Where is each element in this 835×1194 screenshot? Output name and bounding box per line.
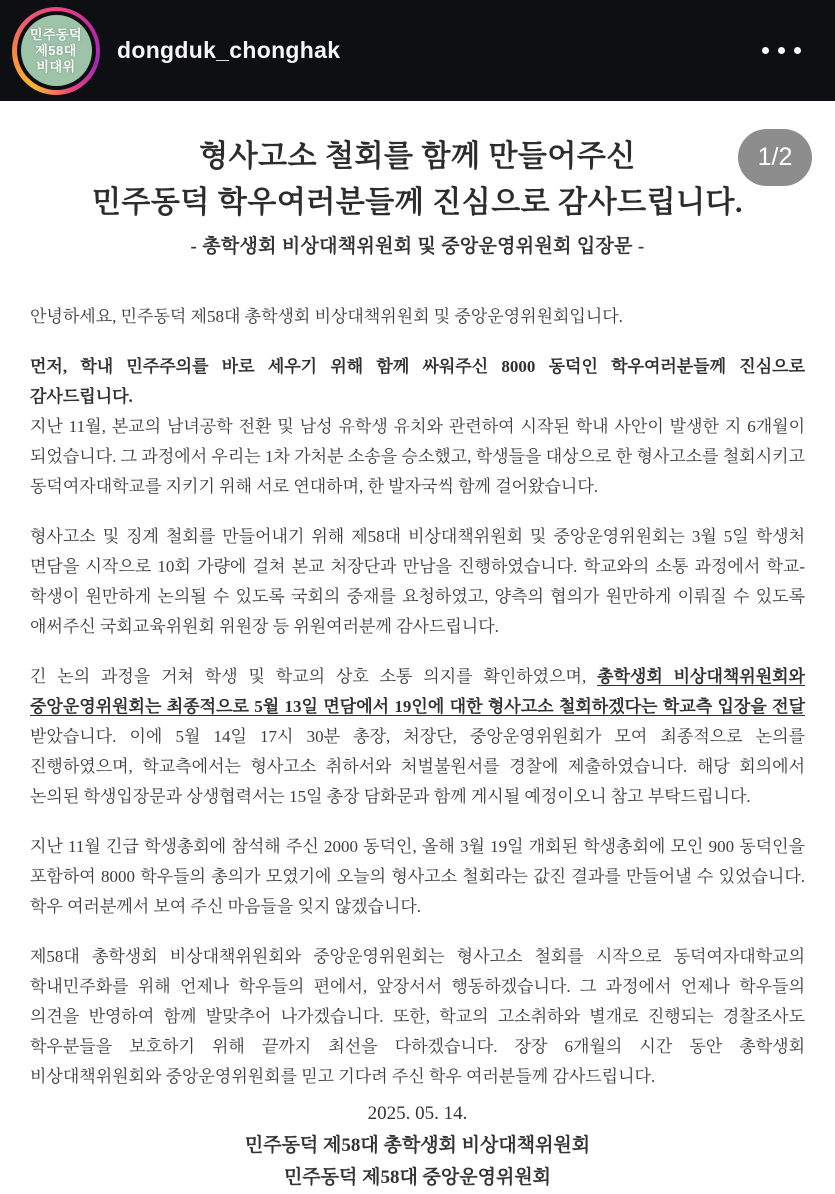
document-paragraph: 안녕하세요, 민주동덕 제58대 총학생회 비상대책위원회 및 중앙운영위원회입니다. <box>30 307 623 326</box>
document-subtitle: - 총학생회 비상대책위원회 및 중앙운영위원회 입장문 - <box>190 236 645 257</box>
avatar-text-line3: 비대위 <box>36 58 76 74</box>
document-title-line2: 민주동덕 학우여러분들께 진심으로 감사드립니다. <box>91 186 744 219</box>
document-title-line1: 형사고소 철회를 함께 만들어주신 <box>199 140 636 173</box>
avatar-text-line2: 제58대 <box>35 42 77 58</box>
document-date: 2025. 05. 14. <box>367 1103 468 1124</box>
more-options-icon[interactable] <box>762 41 801 60</box>
avatar-logo <box>21 15 92 86</box>
document-paragraph: 긴 논의 과정을 거쳐 학생 및 학교의 상호 소통 의지를 확인하였으며, 총학생회 비상대책위원회와 중앙운영위원회는 최종적으로 5월 13일 면담에서 19인에 대한 형사고소 철회하겠다는 학교측 입장을 전달 받았습니다. 이에 5월 14일 17시 30분 총장, 처장단, 중앙운영위원회가 모여 최종적으로 논의를 진행하였으며, 학교측에서는 형사고소 취하서와 처벌불원서를 경찰에 제출하였습니다. 해당 회의에서 논의된 학생입장문과 상생협력서는 15일 총장 담화문과 함께 게시될 예정이오니 참고 부탁드립니다. <box>30 667 805 806</box>
post-image-document[interactable] <box>0 101 835 1194</box>
document-signature-line2: 민주동덕 제58대 중앙운영위원회 <box>283 1167 552 1188</box>
document-paragraph: 형사고소 및 징계 철회를 만들어내기 위해 제58대 비상대책위원회 및 중앙운영위원회는 3월 5일 학생처 면담을 시작으로 10회 가량에 걸쳐 본교 처장단과 만남을 진행하였습니다. 학교와의 소통 과정에서 학교-학생이 원만하게 논의될 수 있도록 국회의 중재를 요청하였고, 양측의 협의가 원만하게 이뤄질 수 있도록 애써주신 국회교육위원회 위원장 등 위원여러분께 감사드립니다. <box>30 527 805 636</box>
document-footer <box>0 1098 835 1194</box>
document-paragraph: 지난 11월 긴급 학생총회에 참석해 주신 2000 동덕인, 올해 3월 19일 개회된 학생총회에 모인 900 동덕인을 포함하여 8000 학우들의 총의가 모였기에 오늘의 형사고소 철회라는 값진 결과를 만들어낼 수 있었습니다. 학우 여러분께서 보여 주신 마음들을 잊지 않겠습니다. <box>30 837 805 916</box>
document-signature-line1: 민주동덕 제58대 총학생회 비상대책위원회 <box>244 1135 591 1156</box>
post-header <box>0 0 835 101</box>
username[interactable]: dongduk_chonghak <box>117 37 341 63</box>
avatar[interactable] <box>12 7 100 95</box>
ellipsis-dot <box>794 47 801 54</box>
ellipsis-dot <box>778 47 785 54</box>
document-paragraph: 먼저, 학내 민주주의를 바로 세우기 위해 함께 싸워주신 8000 동덕인 학우여러분들께 진심으로 감사드립니다. 지난 11월, 본교의 남녀공학 전환 및 남성 유학생 유치와 관련하여 시작된 학내 사안이 발생한 지 6개월이 되었습니다. 그 과정에서 우리는 1차 가처분 소송을 승소했고, 학생들을 대상으로 한 형사고소를 철회시키고 동덕여자대학교를 지키기 위해 서로 연대하며, 한 발자국씩 함께 걸어왔습니다. <box>30 357 805 496</box>
avatar-text-line1: 민주동덕 <box>29 26 83 42</box>
document-title <box>0 134 835 226</box>
ellipsis-dot <box>762 47 769 54</box>
avatar-story-ring <box>17 11 96 90</box>
document-paragraph: 제58대 총학생회 비상대책위원회와 중앙운영위원회는 형사고소 철회를 시작으로 동덕여자대학교의 학내민주화를 위해 언제나 학우들의 편에서, 앞장서서 행동하겠습니다. 그 과정에서 언제나 학우들의 의견을 반영하여 함께 발맞추어 나가겠습니다. 또한, 학교의 고소취하와 별개로 진행되는 경찰조사도 학우분들을 보호하기 위해 끝까지 최선을 다하겠습니다. 장장 6개월의 시간 동안 총학생회 비상대책위원회와 중앙운영위원회를 믿고 기다려 주신 학우 여러분들께 감사드립니다. <box>30 947 805 1086</box>
page-indicator-badge: 1/2 <box>738 129 812 186</box>
document-body <box>0 302 835 1092</box>
